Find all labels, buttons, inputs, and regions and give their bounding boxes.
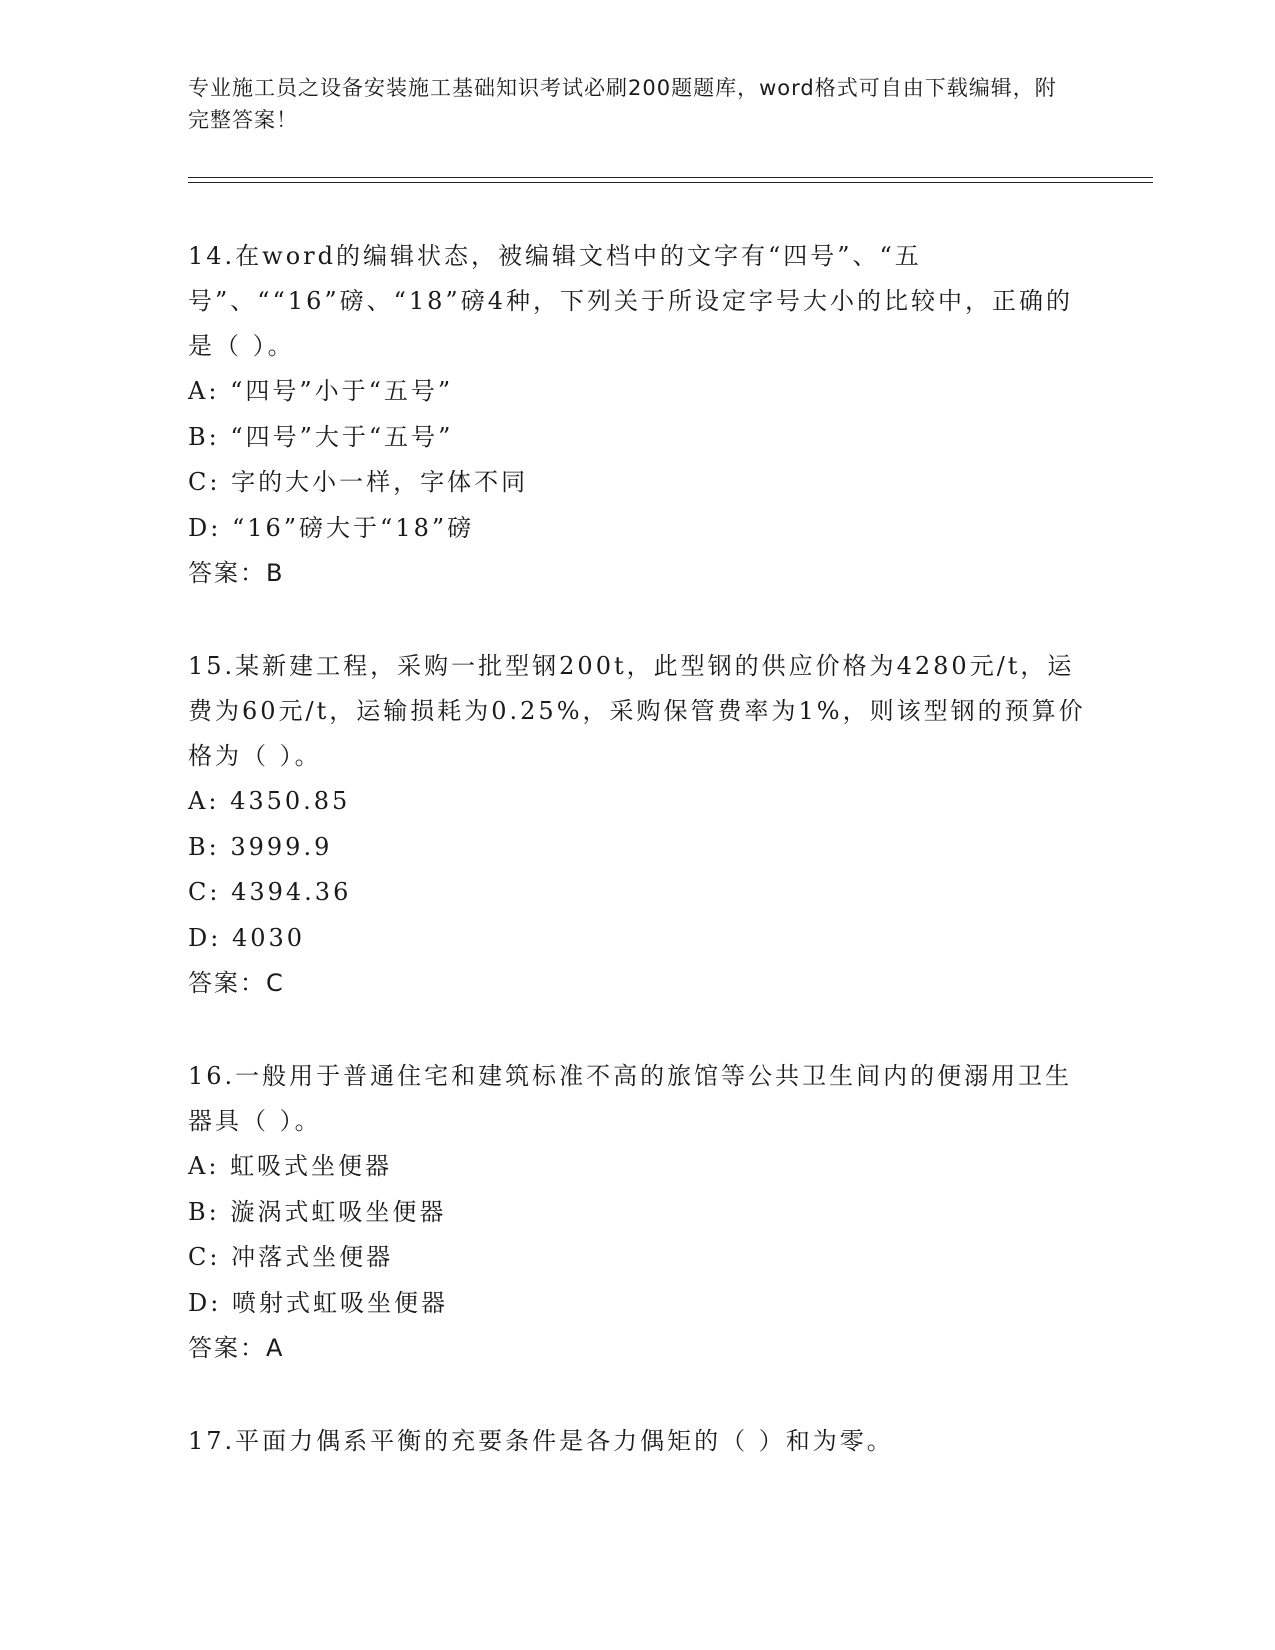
question-17 <box>188 1419 1088 1464</box>
option-text: 4394.36 <box>231 878 352 906</box>
option-text: 字的大小一样，字体不同 <box>231 468 529 496</box>
option-text: 喷射式虹吸坐便器 <box>231 1288 448 1317</box>
header-divider-bottom <box>188 182 1153 183</box>
option-d <box>188 916 1088 962</box>
option-b <box>188 1190 1088 1236</box>
option-text: 虹吸式坐便器 <box>230 1152 393 1180</box>
option-text: “16”磅大于“18”磅 <box>231 513 475 542</box>
option-letter: A: <box>188 787 220 815</box>
option-a <box>188 779 1088 825</box>
answer: 答案：B <box>188 559 285 587</box>
option-text: 漩涡式虹吸坐便器 <box>230 1197 447 1226</box>
option-letter: C: <box>188 468 221 496</box>
question-14 <box>188 234 1088 596</box>
header-divider-top <box>188 177 1153 178</box>
option-letter: A: <box>188 377 220 405</box>
question-text: 17.平面力偶系平衡的充要条件是各力偶矩的（ ）和为零。 <box>188 1427 894 1455</box>
option-b <box>188 415 1088 461</box>
header-title: 专业施工员之设备安装施工基础知识考试必刷200题题库，word格式可自由下载编辑，附完整答案！ <box>188 76 1057 132</box>
option-letter: B: <box>188 1197 220 1226</box>
option-letter: B: <box>188 832 220 861</box>
option-letter: D: <box>188 1288 222 1317</box>
question-text: 14.在word的编辑状态，被编辑文档中的文字有“四号”、“五号”、““16”磅、“18”磅4种，下列关于所设定字号大小的比较中，正确的是（ ）。 <box>188 242 1073 360</box>
option-a <box>188 1144 1088 1190</box>
question-text: 16.一般用于普通住宅和建筑标准不高的旅馆等公共卫生间内的便溺用卫生器具（ ）。 <box>188 1062 1073 1135</box>
option-letter: D: <box>188 513 222 542</box>
option-d <box>188 1281 1088 1327</box>
answer: 答案：C <box>188 969 285 997</box>
question-text: 15.某新建工程，采购一批型钢200t，此型钢的供应价格为4280元/t，运费为60元/t，运输损耗为0.25%，采购保管费率为1%，则该型钢的预算价格为（ ）。 <box>188 652 1086 770</box>
option-text: 冲落式坐便器 <box>231 1243 394 1271</box>
option-b <box>188 825 1088 871</box>
document-header <box>188 72 1068 136</box>
question-15 <box>188 644 1088 1006</box>
option-text: 4350.85 <box>230 787 351 815</box>
option-letter: C: <box>188 1243 221 1271</box>
option-c <box>188 460 1088 506</box>
option-letter: A: <box>188 1152 220 1180</box>
answer: 答案：A <box>188 1334 285 1362</box>
option-c <box>188 1235 1088 1281</box>
option-text: “四号”小于“五号” <box>230 377 454 405</box>
option-text: 4030 <box>231 923 306 952</box>
option-text: “四号”大于“五号” <box>230 422 454 451</box>
option-c <box>188 870 1088 916</box>
option-a <box>188 369 1088 415</box>
option-letter: C: <box>188 878 221 906</box>
option-text: 3999.9 <box>230 832 333 861</box>
option-letter: D: <box>188 923 222 952</box>
question-16 <box>188 1054 1088 1371</box>
option-letter: B: <box>188 422 220 451</box>
option-d <box>188 506 1088 552</box>
